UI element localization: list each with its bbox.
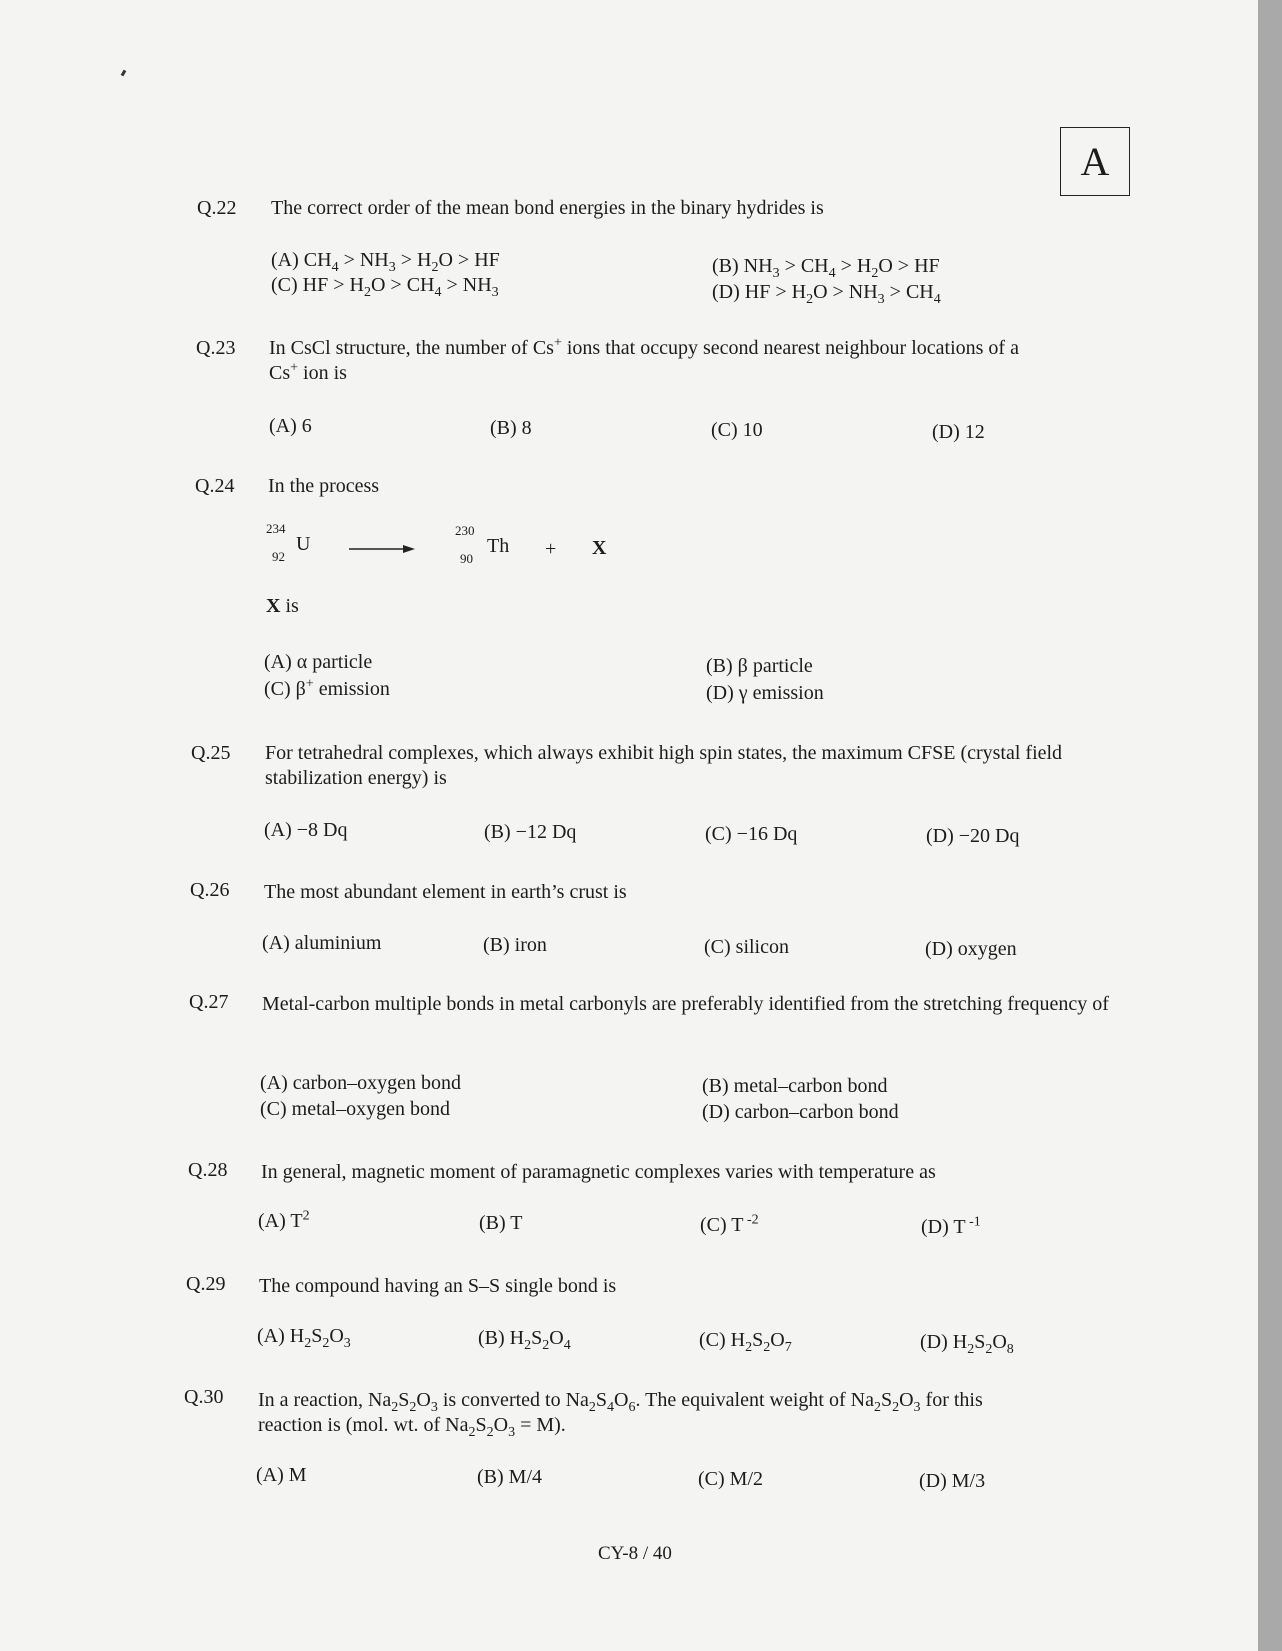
question-number: Q.30	[184, 1386, 224, 1408]
option-c[interactable]: (C) silicon	[704, 936, 789, 958]
option-b[interactable]: (B) $H_2S_2O_4$	[478, 1327, 571, 1353]
option-b[interactable]: (B) 8	[490, 417, 532, 439]
question-number: Q.23	[196, 337, 236, 359]
question-text: The correct order of the mean bond energies in the binary hydrides is	[271, 197, 824, 219]
option-d[interactable]: (D) 12	[932, 421, 985, 443]
question-number: Q.24	[195, 475, 235, 497]
option-c[interactable]: (C) M/2	[698, 1468, 763, 1490]
question-text: For tetrahedral complexes, which always exhibit high spin states, the maximum CFSE (crystal field stabilization energy) is	[265, 742, 1063, 789]
question-text: In CsCl structure, the number of Cs+ ions that occupy second nearest neighbour locations of a Cs+ ion is	[269, 335, 1019, 384]
option-b[interactable]: (B) β particle	[706, 655, 813, 677]
question-text: In a reaction, $Na_2S_2O_3$ is converted to $Na_2S_4O_6$. The equivalent weight of $Na_2S_2O_3$ for this reaction is (mol. wt. of $Na_2S_2O_3 = M$).	[258, 1389, 983, 1440]
option-b[interactable]: (B) iron	[483, 934, 547, 956]
option-a[interactable]: (A) M	[256, 1464, 307, 1486]
option-c[interactable]: (C) β+ emission	[264, 676, 390, 700]
option-c[interactable]: (C) 10	[711, 419, 763, 441]
option-d[interactable]: (D) γ emission	[706, 682, 824, 704]
option-a[interactable]: (A) −8 Dq	[264, 819, 348, 841]
option-c[interactable]: (C) $H_2S_2O_7$	[699, 1329, 792, 1355]
set-code: A	[1080, 138, 1110, 184]
question-number: Q.29	[186, 1273, 226, 1295]
option-c[interactable]: (C) T $^{-2}$	[700, 1212, 759, 1236]
option-a[interactable]: (A) $H_2S_2O_3$	[257, 1325, 351, 1351]
option-a[interactable]: (A) $T^2$	[258, 1208, 310, 1232]
option-c[interactable]: (C) metal–oxygen bond	[260, 1098, 450, 1120]
question-text: The most abundant element in earth’s crust is	[264, 881, 627, 903]
option-d[interactable]: (D) T $^{-1}$	[921, 1214, 981, 1238]
unknown-x: X	[592, 537, 607, 559]
option-d[interactable]: (D) carbon–carbon bond	[702, 1101, 899, 1123]
thorium-nuclide: 230 90 Th	[455, 523, 510, 566]
question-text: In general, magnetic moment of paramagnetic complexes varies with temperature as	[261, 1161, 936, 1183]
option-c[interactable]: (C) HF > $H_2O > CH_4 > NH_3$	[271, 274, 499, 300]
question-number: Q.28	[188, 1159, 228, 1181]
option-b[interactable]: (B) metal–carbon bond	[702, 1075, 888, 1097]
option-b[interactable]: (B) −12 Dq	[484, 821, 577, 843]
question-text: In the process	[268, 475, 380, 497]
option-a[interactable]: (A) $CH_4 > NH_3 > H_2O$ > HF	[271, 249, 500, 275]
option-c[interactable]: (C) −16 Dq	[705, 823, 798, 845]
option-a[interactable]: (A) carbon–oxygen bond	[260, 1072, 462, 1094]
page-footer: CY-8 / 40	[598, 1543, 672, 1564]
question-number: Q.26	[190, 879, 230, 901]
option-b[interactable]: (B) $NH_3 > CH_4 > H_2O$ > HF	[712, 255, 940, 281]
option-b[interactable]: (B) M/4	[477, 1466, 542, 1488]
set-code-box	[1060, 127, 1130, 196]
option-d[interactable]: (D) HF > $H_2O > NH_3 > CH_4$	[712, 281, 941, 307]
pen-mark	[121, 70, 127, 77]
question-number: Q.25	[191, 742, 231, 764]
question-text: The compound having an S–S single bond is	[259, 1275, 617, 1297]
option-b[interactable]: (B) T	[479, 1212, 523, 1234]
question-number: Q.27	[189, 991, 229, 1013]
question-text: Metal-carbon multiple bonds in metal carbonyls are preferably identified from the stretching frequency of	[262, 993, 1109, 1015]
x-is-label: X is	[266, 595, 299, 617]
plus-sign: +	[545, 538, 557, 560]
option-d[interactable]: (D) $H_2S_2O_8$	[920, 1331, 1014, 1357]
option-d[interactable]: (D) M/3	[919, 1470, 986, 1492]
question-number: Q.22	[197, 197, 237, 219]
option-a[interactable]: (A) aluminium	[262, 932, 382, 954]
option-a[interactable]: (A) 6	[269, 415, 312, 437]
option-a[interactable]: (A) α particle	[264, 651, 373, 673]
option-d[interactable]: (D) −20 Dq	[926, 825, 1020, 847]
uranium-nuclide: 234 92 U	[266, 521, 311, 564]
option-d[interactable]: (D) oxygen	[925, 938, 1017, 960]
scan-edge	[1258, 0, 1282, 1651]
reaction-arrow	[349, 544, 415, 554]
